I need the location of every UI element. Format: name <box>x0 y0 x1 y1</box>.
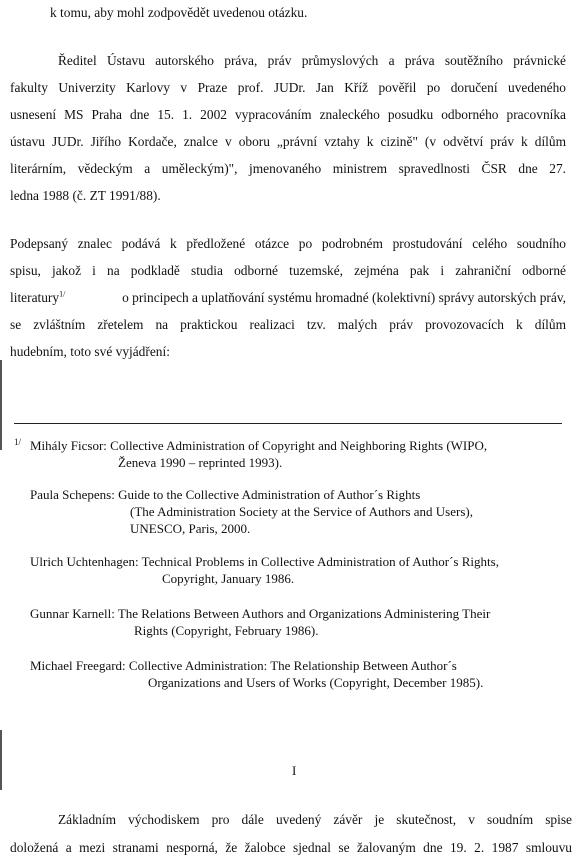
footnote-line: Michael Freegard: Collective Administration: The Relationship Between Author´s <box>30 658 457 673</box>
paragraph-line: hudebním, toto své vyjádření: <box>10 344 170 359</box>
footnote-line: Ulrich Uchtenhagen: Technical Problems in Collective Administration of Author´s Rights, <box>30 554 499 569</box>
text-fragment: o principech a uplatňování systému hromadné (kolektivní) správy autorských práv, <box>122 290 566 305</box>
paragraph-line: fakulty Univerzity Karlovy v Praze prof. JUDr. Jan Kříž pověřil po doručení uvedeného <box>10 80 566 95</box>
paragraph-line: doložená a mezi stranami nesporná, že žalobce sjednal se žalovaným dne 19. 2. 1987 smlouvu <box>10 840 572 855</box>
paragraph-line-with-footnote <box>10 290 566 306</box>
text-fragment <box>10 290 65 306</box>
section-number: I <box>292 763 297 778</box>
footnote-line: Rights (Copyright, February 1986). <box>134 623 319 638</box>
paragraph-line: se zvláštním zřetelem na praktickou realizaci tzv. malých práv provozovacích k dílům <box>10 317 566 332</box>
footnote-separator <box>14 423 562 424</box>
paragraph-line: Podepsaný znalec podává k předložené otázce po podrobném prostudování celého soudního <box>10 236 566 251</box>
text-fragment: literatury <box>10 290 60 305</box>
footnote-line: Copyright, January 1986. <box>162 571 295 586</box>
paragraph-line: k tomu, aby mohl zodpovědět uvedenou otázku. <box>50 5 308 20</box>
footnote-line: Paula Schepens: Guide to the Collective Administration of Author´s Rights <box>30 487 421 502</box>
paragraph-line: spisu, jakož i na podkladě studia odborné tuzemské, zejména pak i zahraniční odborné <box>10 263 566 278</box>
scan-edge-mark <box>0 730 2 790</box>
footnote-line: Organizations and Users of Works (Copyright, December 1985). <box>148 675 484 690</box>
paragraph-line: Ředitel Ústavu autorského práva, práv průmyslových a práva soutěžního právnické <box>58 53 566 68</box>
footnote-line: Mihály Ficsor: Collective Administration of Copyright and Neighboring Rights (WIPO, <box>30 438 488 453</box>
footnote-line: (The Administration Society at the Service of Authors and Users), <box>130 504 473 519</box>
footnote-line: UNESCO, Paris, 2000. <box>130 521 251 536</box>
footnote-line: Ženeva 1990 – reprinted 1993). <box>118 455 283 470</box>
paragraph-line: literárním, vědeckým a uměleckým)", jmenovaného ministrem spravedlnosti ČSR dne 27. <box>10 161 566 176</box>
paragraph-line: ledna 1988 (č. ZT 1991/88). <box>10 188 161 203</box>
footnote-reference: 1/ <box>59 289 66 299</box>
paragraph-line: Základním východiskem pro dále uvedený závěr je skutečnost, v soudním spise <box>58 812 572 827</box>
footnote-mark: 1/ <box>14 437 22 447</box>
paragraph-line: usnesení MS Praha dne 15. 1. 2002 vypracováním znaleckého posudku odborného pracovníka <box>10 107 566 122</box>
scan-edge-mark <box>0 360 2 450</box>
paragraph-line: ústavu JUDr. Jiřího Kordače, znalce v oboru „právní vztahy k cizině" (v odvětví práv k dílům <box>10 134 566 149</box>
footnote-line: Gunnar Karnell: The Relations Between Authors and Organizations Administering Their <box>30 606 491 621</box>
